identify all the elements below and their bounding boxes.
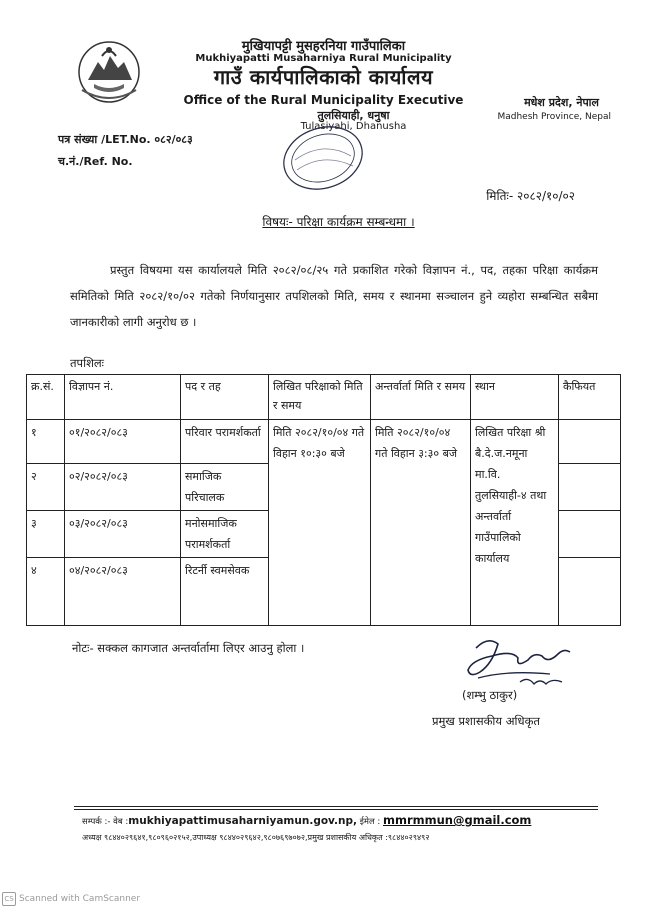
- camscanner-icon: CS: [2, 892, 16, 906]
- footer-phone-numbers: अध्यक्ष ९८४४०२९६४१,९८०९६०२१५२,उपाध्यक्ष ९८४४०२९६४२,९८०७६९७०७२,प्रमुख प्रशासकीय अधिकृत :९८४४०२९४९२: [82, 833, 430, 842]
- cell-ad-no: ०२/२०८२/०८३: [65, 464, 181, 511]
- cell-sn: ३: [27, 511, 65, 558]
- camscanner-label: Scanned with CamScanner: [19, 894, 141, 904]
- cell-ad-no: ०४/२०८२/०८३: [65, 558, 181, 626]
- address-en: Tulasiyahi, Dhanusha: [300, 121, 407, 132]
- cell-remarks: [559, 511, 621, 558]
- email-link[interactable]: mmrmmun@gmail.com: [383, 813, 532, 827]
- col-header-interview: अन्तर्वार्ता मिति र समय: [371, 375, 471, 420]
- province-np: मधेश प्रदेश, नेपाल: [524, 96, 599, 109]
- table-header-row: [27, 375, 621, 420]
- col-header-sn: क्र.सं.: [27, 375, 65, 420]
- col-header-venue: स्थान: [471, 375, 559, 420]
- footer-divider: [74, 809, 598, 810]
- cell-written-exam: मिति २०८२/१०/०४ गते विहान १०:३० बजे: [269, 420, 371, 626]
- letter-subject: विषयः- परिक्षा कार्यक्रम सम्बन्धमा ।: [262, 215, 415, 229]
- cell-remarks: [559, 420, 621, 464]
- col-header-remarks: कैफियत: [559, 375, 621, 420]
- cell-ad-no: ०३/२०८२/०८३: [65, 511, 181, 558]
- letter-number: पत्र संख्या /LET.No. ०८२/०८३: [58, 133, 193, 146]
- contact-prefix: सम्पर्क :- वेब :: [82, 817, 129, 827]
- signer-name: (शम्भु ठाकुर): [462, 688, 518, 702]
- col-header-written-exam: लिखित परिक्षाको मिति र समय: [269, 375, 371, 420]
- cell-sn: १: [27, 420, 65, 464]
- cell-interview: मिति २०८२/१०/०४ गते विहान ३:३० बजे: [371, 420, 471, 626]
- letter-date: मितिः- २०८२/१०/०२: [486, 189, 575, 203]
- address-np: तुलसियाही, धनुषा: [317, 109, 390, 122]
- website-link[interactable]: mukhiyapattimusaharniyamun.gov.np,: [128, 815, 357, 827]
- province-en: Madhesh Province, Nepal: [497, 112, 611, 122]
- cell-remarks: [559, 558, 621, 626]
- footer-contact: [82, 813, 531, 827]
- col-header-ad-no: विज्ञापन नं.: [65, 375, 181, 420]
- camscanner-watermark: [2, 892, 140, 906]
- municipality-name-np: मुखियापट्टी मुसहरनिया गाउँपालिका: [241, 39, 406, 54]
- municipality-name-en: Mukhiyapatti Musaharniya Rural Municipality: [195, 53, 452, 64]
- cell-post: समाजिक परिचालक: [181, 464, 269, 511]
- office-name-np: गाउँ कार्यपालिकाको कार्यालय: [213, 65, 434, 89]
- cell-post: रिटर्नी स्वमसेवक: [181, 558, 269, 626]
- cell-venue: लिखित परिक्षा श्री बै.दे.ज.नमूना मा.वि. तुलसियाही-४ तथा अन्तर्वार्ता गाउँपालिको कार्यालय: [471, 420, 559, 626]
- table-row: [27, 420, 621, 464]
- letter-body-text: प्रस्तुत विषयमा यस कार्यालयले मिति २०८२/०८/२५ गते प्रकाशित गरेको विज्ञापन नं., पद, तहका परिक्षा कार्यक्रम समितिको मिति २०८२/१०/०२ गतेको निर्णयानुसार तपशिलको मिति, समय र स्थानमा सञ्चालन हुने व्यहोरा सम्बन्धित सबैमा जानकारीको लागी अनुरोध छ ।: [70, 263, 598, 329]
- office-stamp: [265, 120, 375, 195]
- note-text: नोटः- सक्कल कागजात अन्तर्वार्तामा लिएर आउनु होला ।: [72, 641, 305, 655]
- reference-number: च.नं./Ref. No.: [58, 155, 133, 168]
- cell-sn: ४: [27, 558, 65, 626]
- email-label: ईमेल :: [359, 817, 381, 827]
- details-label: तपशिलः: [70, 356, 105, 370]
- cell-sn: २: [27, 464, 65, 511]
- footer-divider: [74, 806, 598, 807]
- cell-post: परिवार परामर्शकर्ता: [181, 420, 269, 464]
- col-header-post: पद र तह: [181, 375, 269, 420]
- exam-schedule-table: [26, 374, 620, 626]
- signer-title: प्रमुख प्रशासकीय अधिकृत: [432, 714, 540, 728]
- cell-post: मनोसमाजिक परामर्शकर्ता: [181, 511, 269, 558]
- cell-remarks: [559, 464, 621, 511]
- office-name-en: Office of the Rural Municipality Executive: [183, 93, 464, 107]
- cell-ad-no: ०१/२०८२/०८३: [65, 420, 181, 464]
- handwritten-signature: [458, 634, 578, 696]
- letter-body: [70, 257, 598, 335]
